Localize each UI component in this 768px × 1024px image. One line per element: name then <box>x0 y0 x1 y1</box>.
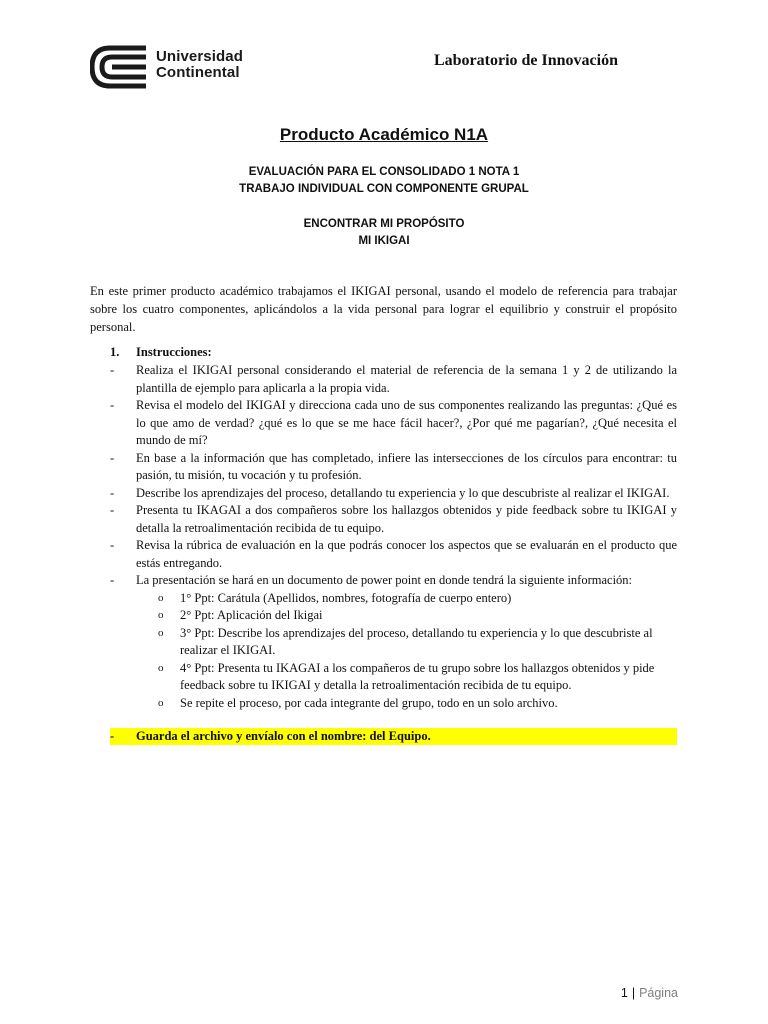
circle-bullet-icon: o <box>158 696 164 709</box>
document-title: Producto Académico N1A <box>279 125 489 144</box>
lab-title: Laboratorio de Innovación <box>433 52 618 69</box>
sublist-item <box>136 695 677 713</box>
list-item <box>110 502 677 537</box>
bullet-dash: - <box>110 363 115 377</box>
instructions-heading-text: Instrucciones: <box>136 345 212 359</box>
bullet-dash: - <box>110 538 115 552</box>
logo-line-2: Continental <box>156 64 240 81</box>
sublist-item <box>136 625 677 660</box>
circle-bullet-icon: o <box>158 626 164 639</box>
logo-wordmark <box>156 49 243 81</box>
sublist-item-text: 3° Ppt: Describe los aprendizajes del proceso, detallando tu experiencia y lo que descubriste al realizar el IKIGAI. <box>180 625 653 657</box>
sublist-item-text: Se repite el proceso, por cada integrante del grupo, todo en un solo archivo. <box>180 695 558 710</box>
page-footer <box>621 986 678 1000</box>
sublist-item-text: 1° Ppt: Carátula (Apellidos, nombres, fotografía de cuerpo entero) <box>180 590 512 605</box>
university-logo <box>90 44 250 90</box>
list-item-text: Revisa el modelo del IKIGAI y direcciona cada uno de sus componentes realizando las preguntas: ¿Qué es lo que amo de verdad? ¿qué es lo que se me hace fácil hacer?, ¿Por qué me pagarían?, ¿Qué necesita el mundo de mí? <box>136 398 677 447</box>
highlighted-instruction <box>110 728 677 745</box>
list-item <box>110 572 677 590</box>
bullet-dash: - <box>110 450 115 465</box>
intro-paragraph: En este primer producto académico trabajamos el IKIGAI personal, usando el modelo de referencia para trabajar sobre los cuatro componentes, aplicándolos a la vida personal para lograr el equilibrio y construir el propósito personal. <box>90 284 677 334</box>
subtitle-line-4: MI IKIGAI <box>358 235 410 247</box>
instructions-list <box>110 362 677 712</box>
bullet-dash: - <box>110 729 115 743</box>
subtitle-block-2 <box>0 216 768 250</box>
subtitle-line-2: TRABAJO INDIVIDUAL CON COMPONENTE GRUPAL <box>239 183 529 195</box>
list-item <box>110 537 677 572</box>
bullet-dash: - <box>110 573 115 587</box>
list-item <box>110 397 677 450</box>
list-item-text: Describe los aprendizajes del proceso, detallando tu experiencia y lo que descubriste al realizar el IKIGAI. <box>136 485 670 500</box>
sublist-item-text: 2° Ppt: Aplicación del Ikigai <box>180 608 323 622</box>
logo-emblem-icon <box>90 44 148 90</box>
instructions-heading <box>110 345 212 360</box>
bullet-dash: - <box>110 503 115 517</box>
subtitle-block-1 <box>0 164 768 198</box>
circle-bullet-icon: o <box>158 591 164 604</box>
list-item <box>110 450 677 485</box>
footer-separator: | <box>631 986 636 1000</box>
bullet-dash: - <box>110 398 115 412</box>
ppt-sublist <box>110 590 677 713</box>
logo-line-1: Universidad <box>156 48 243 65</box>
circle-bullet-icon: o <box>158 609 164 621</box>
sublist-item <box>136 590 677 608</box>
sublist-item <box>136 660 677 695</box>
page-label: Página <box>639 986 678 1000</box>
list-item-text: Presenta tu IKAGAI a dos compañeros sobre los hallazgos obtenidos y pide feedback sobre tu IKIGAI y detalla la retroalimentación recibida de tu equipo. <box>136 503 677 535</box>
list-item <box>110 485 677 503</box>
instructions-number: 1. <box>110 345 120 359</box>
highlighted-instruction-text: Guarda el archivo y envíalo con el nombre: del Equipo. <box>136 729 431 743</box>
bullet-dash: - <box>110 485 115 500</box>
sublist-item <box>136 607 677 625</box>
list-item-text: En base a la información que has completado, infiere las intersecciones de los círculos para encontrar: tu pasión, tu misión, tu vocación y tu profesión. <box>136 450 677 482</box>
subtitle-line-3: ENCONTRAR MI PROPÓSITO <box>303 218 465 230</box>
circle-bullet-icon: o <box>158 661 164 674</box>
subtitle-line-1: EVALUACIÓN PARA EL CONSOLIDADO 1 NOTA 1 <box>248 166 520 178</box>
list-item-text: Revisa la rúbrica de evaluación en la que podrás conocer los aspectos que se evaluarán en el producto que estás entregando. <box>136 538 677 570</box>
list-item-text: La presentación se hará en un documento de power point en donde tendrá la siguiente información: <box>136 573 633 587</box>
page-number: 1 <box>620 986 628 1000</box>
sublist-item-text: 4° Ppt: Presenta tu IKAGAI a los compañeros de tu grupo sobre los hallazgos obtenidos y pide feedback sobre tu IKIGAI y detalla la retroalimentación recibida de tu equipo. <box>180 660 655 692</box>
sublist-container <box>110 590 677 713</box>
list-item-text: Realiza el IKIGAI personal considerando el material de referencia de la semana 1 y 2 de utilizando la plantilla de ejemplo para aplicarla a la propia vida. <box>136 363 677 395</box>
list-item <box>110 362 677 397</box>
